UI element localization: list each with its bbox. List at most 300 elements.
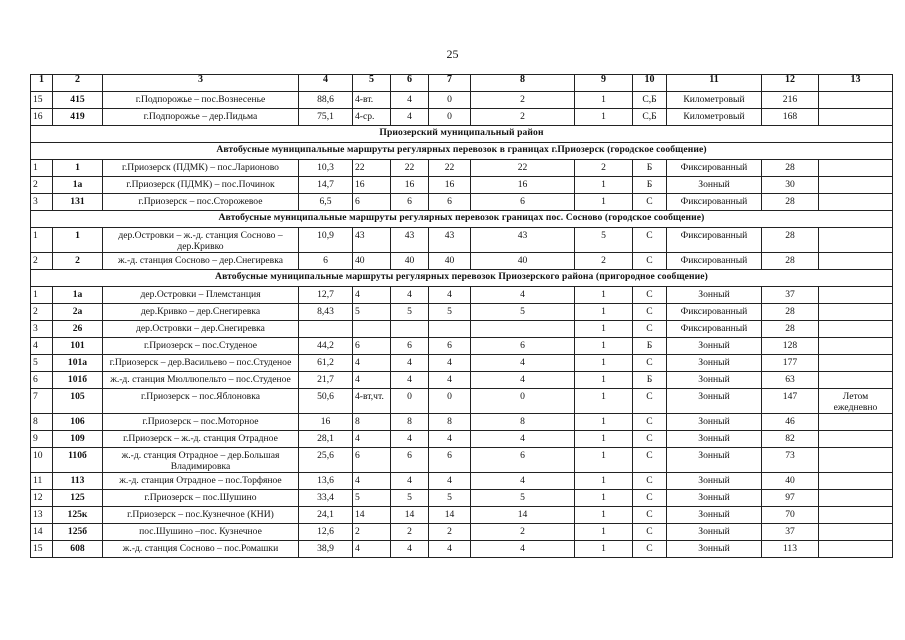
tariff-type: Фиксированный: [667, 321, 762, 338]
tariff-type: Зонный: [667, 338, 762, 355]
route-name: дер.Островки – ж.-д. станция Сосново – дер.Кривко: [103, 228, 299, 253]
tariff-type: Зонный: [667, 287, 762, 304]
row-number: 13: [31, 507, 53, 524]
column-header: 8: [471, 75, 575, 92]
cost-value: 28: [762, 321, 819, 338]
note: [819, 338, 893, 355]
trips-col7: 2: [429, 524, 471, 541]
table-row: [31, 490, 893, 507]
trips-col5: 4-ср.: [353, 109, 391, 126]
route-length: 33,4: [299, 490, 353, 507]
trips-col6: 4: [391, 431, 429, 448]
trips-col7: 0: [429, 109, 471, 126]
trips-col5: 4-вт.: [353, 92, 391, 109]
vehicles-count: 1: [575, 414, 633, 431]
trips-col6: 16: [391, 177, 429, 194]
trips-col5: 4: [353, 473, 391, 490]
cost-value: 63: [762, 372, 819, 389]
route-length: 10,3: [299, 160, 353, 177]
vehicles-count: 1: [575, 304, 633, 321]
route-length: 12,6: [299, 524, 353, 541]
note: [819, 92, 893, 109]
trips-col7: 16: [429, 177, 471, 194]
section-heading: Приозерский муниципальный район: [31, 126, 893, 143]
vehicles-count: 1: [575, 431, 633, 448]
trips-col5: 4: [353, 372, 391, 389]
table-row: [31, 355, 893, 372]
trips-col5: 16: [353, 177, 391, 194]
note: [819, 414, 893, 431]
route-name: ж.-д. станция Отрадное – дер.Большая Владимировка: [103, 448, 299, 473]
trips-col6: 4: [391, 473, 429, 490]
row-number: 1: [31, 160, 53, 177]
vehicles-count: 1: [575, 507, 633, 524]
trips-col7: 4: [429, 287, 471, 304]
vehicle-class: С,Б: [633, 92, 667, 109]
trips-col7: 0: [429, 92, 471, 109]
vehicle-class: С: [633, 431, 667, 448]
route-name: дер.Островки – Племстанция: [103, 287, 299, 304]
route-length: 8,43: [299, 304, 353, 321]
table-row: [31, 92, 893, 109]
row-number: 15: [31, 541, 53, 558]
tariff-type: Зонный: [667, 541, 762, 558]
note: [819, 431, 893, 448]
trips-col6: 6: [391, 338, 429, 355]
column-header: 6: [391, 75, 429, 92]
trips-col6: 4: [391, 287, 429, 304]
cost-value: 37: [762, 524, 819, 541]
trips-col6: 5: [391, 490, 429, 507]
trips-col6: 8: [391, 414, 429, 431]
route-name: г.Приозерск – пос.Кузнечное (КНИ): [103, 507, 299, 524]
route-name: г.Приозерск – ж.-д. станция Отрадное: [103, 431, 299, 448]
trips-col8: 4: [471, 372, 575, 389]
vehicles-count: 1: [575, 389, 633, 414]
section-heading: Автобусные муниципальные маршруты регулярных перевозок в границах г.Приозерск (городское сообщение): [31, 143, 893, 160]
route-number: 131: [53, 194, 103, 211]
note: [819, 541, 893, 558]
tariff-type: Зонный: [667, 389, 762, 414]
route-length: 10,9: [299, 228, 353, 253]
trips-col8: 6: [471, 194, 575, 211]
vehicle-class: С: [633, 448, 667, 473]
trips-col5: 4: [353, 287, 391, 304]
vehicle-class: С: [633, 524, 667, 541]
table-row: [31, 431, 893, 448]
note: [819, 253, 893, 270]
cost-value: 28: [762, 194, 819, 211]
trips-col5: 5: [353, 490, 391, 507]
cost-value: 28: [762, 160, 819, 177]
table-row: [31, 160, 893, 177]
row-number: 3: [31, 321, 53, 338]
row-number: 10: [31, 448, 53, 473]
trips-col7: 4: [429, 431, 471, 448]
note: [819, 372, 893, 389]
row-number: 12: [31, 490, 53, 507]
route-number: 110б: [53, 448, 103, 473]
section-heading: Автобусные муниципальные маршруты регулярных перевозок Приозерского района (пригородное сообщение): [31, 270, 893, 287]
row-number: 1: [31, 228, 53, 253]
tariff-type: Зонный: [667, 473, 762, 490]
route-number: 125к: [53, 507, 103, 524]
vehicles-count: 1: [575, 372, 633, 389]
vehicles-count: 1: [575, 287, 633, 304]
cost-value: 30: [762, 177, 819, 194]
trips-col6: [391, 321, 429, 338]
trips-col6: 4: [391, 109, 429, 126]
trips-col5: 6: [353, 194, 391, 211]
route-length: 38,9: [299, 541, 353, 558]
route-length: 13,6: [299, 473, 353, 490]
table-row: [31, 473, 893, 490]
trips-col7: 0: [429, 389, 471, 414]
tariff-type: Зонный: [667, 355, 762, 372]
trips-col5: 22: [353, 160, 391, 177]
route-number: 2а: [53, 304, 103, 321]
cost-value: 113: [762, 541, 819, 558]
row-number: 14: [31, 524, 53, 541]
vehicle-class: С: [633, 287, 667, 304]
trips-col7: 22: [429, 160, 471, 177]
vehicle-class: С: [633, 355, 667, 372]
route-number: 1: [53, 160, 103, 177]
row-number: 15: [31, 92, 53, 109]
route-name: пос.Шушино –пос. Кузнечное: [103, 524, 299, 541]
trips-col8: 43: [471, 228, 575, 253]
trips-col8: 4: [471, 541, 575, 558]
vehicle-class: С: [633, 253, 667, 270]
row-number: 11: [31, 473, 53, 490]
route-length: 12,7: [299, 287, 353, 304]
note: [819, 228, 893, 253]
table-row: [31, 304, 893, 321]
table-row: [31, 541, 893, 558]
route-length: 75,1: [299, 109, 353, 126]
routes-table: [30, 74, 893, 558]
note: [819, 490, 893, 507]
trips-col7: 4: [429, 372, 471, 389]
vehicle-class: Б: [633, 160, 667, 177]
route-number: 105: [53, 389, 103, 414]
trips-col5: [353, 321, 391, 338]
table-row: [31, 372, 893, 389]
vehicles-count: 1: [575, 473, 633, 490]
cost-value: 46: [762, 414, 819, 431]
table-row: [31, 321, 893, 338]
row-number: 8: [31, 414, 53, 431]
column-header: 13: [819, 75, 893, 92]
vehicles-count: 5: [575, 228, 633, 253]
table-row: [31, 524, 893, 541]
route-number: 101: [53, 338, 103, 355]
column-header: 4: [299, 75, 353, 92]
trips-col8: 4: [471, 473, 575, 490]
trips-col7: 5: [429, 490, 471, 507]
trips-col5: 4: [353, 431, 391, 448]
note: [819, 507, 893, 524]
cost-value: 28: [762, 304, 819, 321]
tariff-type: Зонный: [667, 372, 762, 389]
trips-col6: 0: [391, 389, 429, 414]
table-row: [31, 177, 893, 194]
trips-col8: 4: [471, 355, 575, 372]
route-number: 415: [53, 92, 103, 109]
trips-col7: 6: [429, 338, 471, 355]
tariff-type: Зонный: [667, 431, 762, 448]
column-header: 12: [762, 75, 819, 92]
table-row: [31, 253, 893, 270]
row-number: 4: [31, 338, 53, 355]
table-header-row: [31, 75, 893, 92]
note: [819, 160, 893, 177]
trips-col7: 5: [429, 304, 471, 321]
vehicle-class: Б: [633, 338, 667, 355]
column-header: 10: [633, 75, 667, 92]
row-number: 1: [31, 287, 53, 304]
trips-col7: 6: [429, 194, 471, 211]
vehicles-count: 1: [575, 541, 633, 558]
trips-col6: 6: [391, 194, 429, 211]
section-heading-row: [31, 143, 893, 160]
route-length: 16: [299, 414, 353, 431]
vehicle-class: С: [633, 228, 667, 253]
row-number: 2: [31, 177, 53, 194]
vehicle-class: С: [633, 389, 667, 414]
trips-col8: 5: [471, 490, 575, 507]
trips-col8: 14: [471, 507, 575, 524]
cost-value: 37: [762, 287, 819, 304]
trips-col8: 2: [471, 524, 575, 541]
note: [819, 321, 893, 338]
row-number: 16: [31, 109, 53, 126]
route-number: 1а: [53, 287, 103, 304]
trips-col8: 0: [471, 389, 575, 414]
table-row: [31, 228, 893, 253]
vehicle-class: С: [633, 304, 667, 321]
table-row: [31, 338, 893, 355]
cost-value: 177: [762, 355, 819, 372]
route-length: 21,7: [299, 372, 353, 389]
route-number: 125: [53, 490, 103, 507]
table-row: [31, 389, 893, 414]
note: Летом ежедневно: [819, 389, 893, 414]
route-number: 109: [53, 431, 103, 448]
route-length: 25,6: [299, 448, 353, 473]
note: [819, 355, 893, 372]
cost-value: 128: [762, 338, 819, 355]
route-number: 26: [53, 321, 103, 338]
cost-value: 168: [762, 109, 819, 126]
section-heading-row: [31, 270, 893, 287]
trips-col8: 8: [471, 414, 575, 431]
route-name: г.Приозерск – дер.Васильево – пос.Студеное: [103, 355, 299, 372]
note: [819, 177, 893, 194]
route-name: ж.-д. станция Сосново – пос.Ромашки: [103, 541, 299, 558]
vehicles-count: 1: [575, 194, 633, 211]
trips-col6: 22: [391, 160, 429, 177]
route-number: 101б: [53, 372, 103, 389]
trips-col5: 4: [353, 541, 391, 558]
column-header: 7: [429, 75, 471, 92]
route-name: г.Подпорожье – дер.Пидьма: [103, 109, 299, 126]
route-length: 6: [299, 253, 353, 270]
note: [819, 473, 893, 490]
tariff-type: Зонный: [667, 414, 762, 431]
page-number: 25: [446, 47, 459, 61]
tariff-type: Зонный: [667, 177, 762, 194]
vehicle-class: Б: [633, 372, 667, 389]
vehicle-class: С: [633, 507, 667, 524]
tariff-type: Зонный: [667, 524, 762, 541]
route-number: 113: [53, 473, 103, 490]
trips-col8: 4: [471, 287, 575, 304]
vehicles-count: 1: [575, 321, 633, 338]
route-number: 101а: [53, 355, 103, 372]
route-length: 14,7: [299, 177, 353, 194]
route-length: 24,1: [299, 507, 353, 524]
trips-col5: 14: [353, 507, 391, 524]
vehicles-count: 2: [575, 253, 633, 270]
column-header: 3: [103, 75, 299, 92]
note: [819, 304, 893, 321]
trips-col8: 2: [471, 109, 575, 126]
note: [819, 287, 893, 304]
vehicle-class: С: [633, 414, 667, 431]
trips-col5: 2: [353, 524, 391, 541]
vehicles-count: 1: [575, 109, 633, 126]
trips-col5: 4-вт,чт.: [353, 389, 391, 414]
trips-col6: 43: [391, 228, 429, 253]
route-length: 28,1: [299, 431, 353, 448]
vehicle-class: Б: [633, 177, 667, 194]
trips-col6: 14: [391, 507, 429, 524]
route-length: 50,6: [299, 389, 353, 414]
note: [819, 194, 893, 211]
vehicle-class: С: [633, 490, 667, 507]
vehicle-class: С: [633, 194, 667, 211]
trips-col8: [471, 321, 575, 338]
trips-col5: 40: [353, 253, 391, 270]
note: [819, 448, 893, 473]
trips-col6: 40: [391, 253, 429, 270]
note: [819, 524, 893, 541]
vehicles-count: 1: [575, 177, 633, 194]
trips-col8: 40: [471, 253, 575, 270]
cost-value: 28: [762, 228, 819, 253]
trips-col6: 4: [391, 541, 429, 558]
cost-value: 28: [762, 253, 819, 270]
trips-col7: [429, 321, 471, 338]
trips-col8: 6: [471, 448, 575, 473]
tariff-type: Фиксированный: [667, 194, 762, 211]
route-name: г.Приозерск – пос.Студеное: [103, 338, 299, 355]
trips-col7: 14: [429, 507, 471, 524]
trips-col7: 43: [429, 228, 471, 253]
table-row: [31, 109, 893, 126]
row-number: 2: [31, 253, 53, 270]
tariff-type: Зонный: [667, 507, 762, 524]
route-length: [299, 321, 353, 338]
vehicles-count: 1: [575, 490, 633, 507]
trips-col6: 4: [391, 92, 429, 109]
column-header: 1: [31, 75, 53, 92]
trips-col5: 6: [353, 448, 391, 473]
route-number: 2: [53, 253, 103, 270]
route-name: дер.Островки – дер.Снегиревка: [103, 321, 299, 338]
route-name: г.Подпорожье – пос.Вознесенье: [103, 92, 299, 109]
trips-col5: 43: [353, 228, 391, 253]
tariff-type: Фиксированный: [667, 304, 762, 321]
trips-col5: 8: [353, 414, 391, 431]
route-number: 419: [53, 109, 103, 126]
route-name: ж.-д. станция Сосново – дер.Снегиревка: [103, 253, 299, 270]
cost-value: 216: [762, 92, 819, 109]
cost-value: 40: [762, 473, 819, 490]
route-name: г.Приозерск (ПДМК) – пос.Починок: [103, 177, 299, 194]
tariff-type: Фиксированный: [667, 253, 762, 270]
route-name: дер.Кривко – дер.Снегиревка: [103, 304, 299, 321]
vehicles-count: 1: [575, 524, 633, 541]
row-number: 5: [31, 355, 53, 372]
route-length: 44,2: [299, 338, 353, 355]
vehicle-class: С,Б: [633, 109, 667, 126]
route-name: г.Приозерск – пос.Моторное: [103, 414, 299, 431]
route-number: 1а: [53, 177, 103, 194]
vehicles-count: 1: [575, 338, 633, 355]
trips-col8: 2: [471, 92, 575, 109]
route-length: 88,6: [299, 92, 353, 109]
tariff-type: Километровый: [667, 109, 762, 126]
vehicle-class: С: [633, 321, 667, 338]
row-number: 7: [31, 389, 53, 414]
trips-col5: 5: [353, 304, 391, 321]
tariff-type: Фиксированный: [667, 160, 762, 177]
route-name: г.Приозерск (ПДМК) – пос.Ларионово: [103, 160, 299, 177]
trips-col7: 40: [429, 253, 471, 270]
column-header: 5: [353, 75, 391, 92]
route-number: 106: [53, 414, 103, 431]
route-length: 61,2: [299, 355, 353, 372]
trips-col6: 5: [391, 304, 429, 321]
vehicles-count: 2: [575, 160, 633, 177]
cost-value: 147: [762, 389, 819, 414]
route-length: 6,5: [299, 194, 353, 211]
route-number: 608: [53, 541, 103, 558]
trips-col5: 4: [353, 355, 391, 372]
trips-col7: 6: [429, 448, 471, 473]
route-number: 125б: [53, 524, 103, 541]
route-name: ж.-д. станция Мюллюпельто – пос.Студеное: [103, 372, 299, 389]
route-name: ж.-д. станция Отрадное – пос.Торфяное: [103, 473, 299, 490]
trips-col8: 4: [471, 431, 575, 448]
vehicles-count: 1: [575, 355, 633, 372]
table-row: [31, 507, 893, 524]
row-number: 9: [31, 431, 53, 448]
column-header: 2: [53, 75, 103, 92]
cost-value: 97: [762, 490, 819, 507]
tariff-type: Фиксированный: [667, 228, 762, 253]
trips-col7: 4: [429, 541, 471, 558]
cost-value: 73: [762, 448, 819, 473]
tariff-type: Зонный: [667, 490, 762, 507]
trips-col8: 22: [471, 160, 575, 177]
trips-col5: 6: [353, 338, 391, 355]
column-header: 11: [667, 75, 762, 92]
tariff-type: Километровый: [667, 92, 762, 109]
route-name: г.Приозерск – пос.Яблоновка: [103, 389, 299, 414]
